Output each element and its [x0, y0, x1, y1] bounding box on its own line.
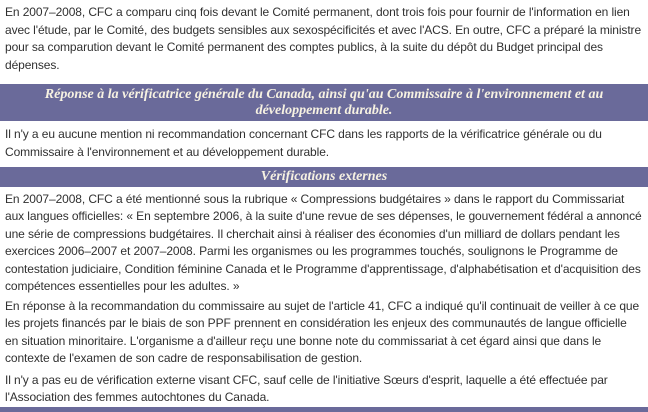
intro-paragraph: En 2007–2008, CFC a comparu cinq fois devant le Comité permanent, dont trois fois pour fournir de l'information en lien avec l'étude, par le Comité, des budgets sensibles aux sexospécificités et avec l'ACS. En outre, CFC a préparé la ministre pour sa comparution devant le Comité permanent des comptes publics, à la suite du dépôt du Budget principal des dépenses. — [5, 5, 642, 72]
section-header-auditor-general: Réponse à la vérificatrice générale du Canada, ainsi qu'au Commissaire à l'environnement et au développement durable. — [0, 84, 648, 121]
auditor-response-paragraph: Il n'y a eu aucune mention ni recommandation concernant CFC dans les rapports de la vérificatrice générale ou du Commissaire à l'environnement et au développement durable. — [5, 127, 602, 159]
external-audits-paragraph-1: En 2007–2008, CFC a été mentionné sous la rubrique « Compressions budgétaires » dans le rapport du Commissariat aux langues officielles: « En septembre 2006, à la suite d'une revue de ses dépenses, le gouvernement fédéral a annoncé une série de compressions budgétaires. Il cherchait ainsi à réaliser des économies d'un milliard de dollars pendant les exercices 2006–2007 et 2007–2008. Parmi les organismes ou les programmes touchés, soulignons le Programme de contestation judiciaire, Condition féminine Canada et le Programme d'apprentissage, d'alphabétisation et d'acquisition des compétences essentielles pour les adultes. » — [5, 191, 642, 293]
external-audits-paragraph-3: Il n'y a pas eu de vérification externe visant CFC, sauf celle de l'initiative Sœurs d'esprit, laquelle a été effectuée par l'Association des femmes autochtones du Canada. — [5, 372, 608, 404]
section-header-external-audits: Vérifications externes — [0, 167, 648, 187]
document-page — [0, 4, 648, 412]
external-audits-paragraph-2: En réponse à la recommandation du commissaire au sujet de l'article 41, CFC a indiqué qu'il continuait de veiller à ce que les projets financés par le biais de son PPF prennent en considération les enjeux des communautés de langue officielle en situation minoritaire. L'organisme a d'ailleur reçu une bonne note du commissariat à cet égard ainsi que dans le contexte de l'examen de son cadre de responsabilisation de gestion. — [5, 298, 640, 365]
